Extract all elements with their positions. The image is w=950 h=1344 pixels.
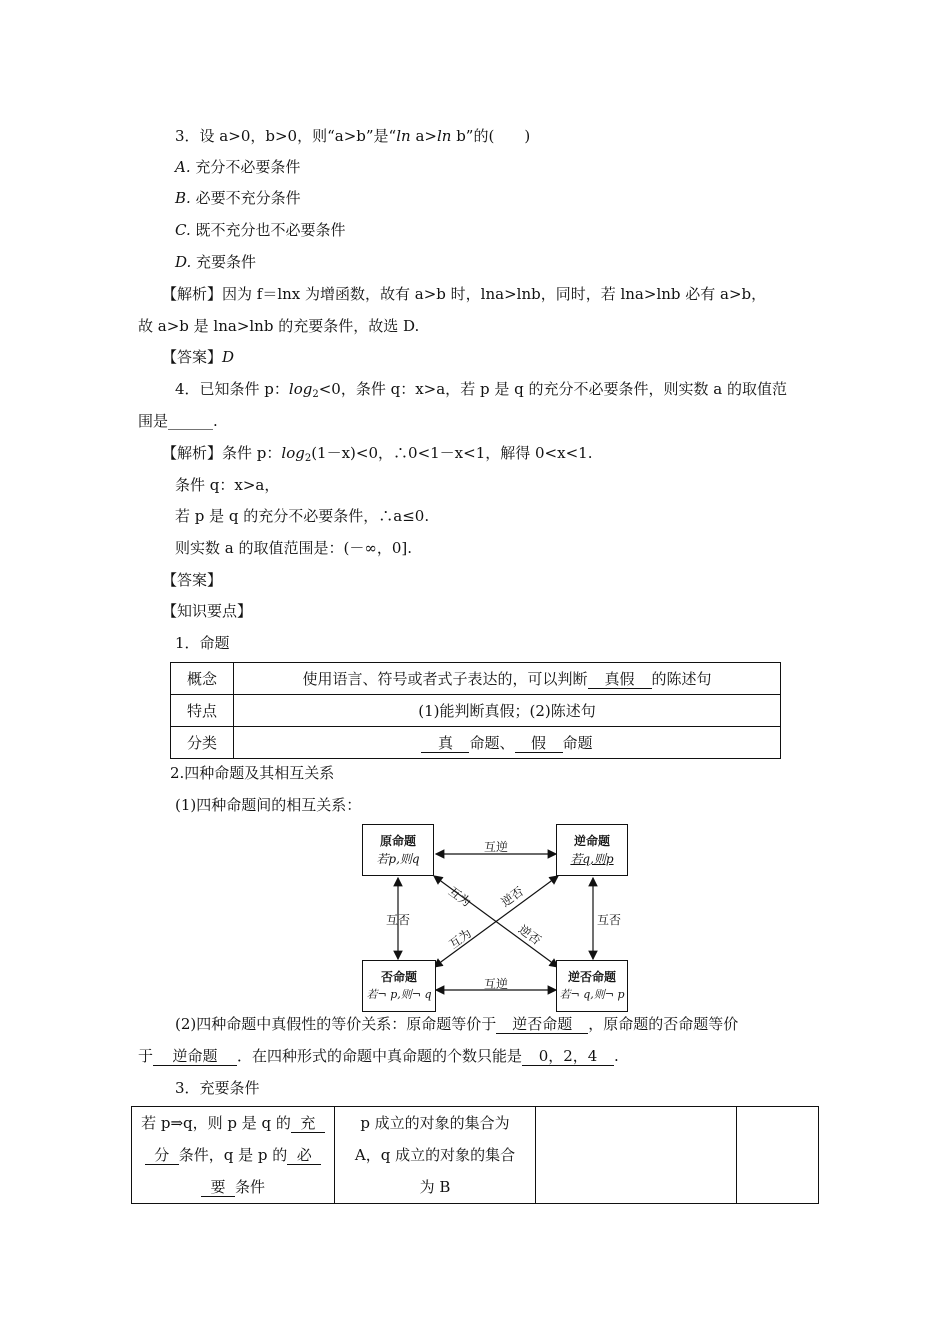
q4-line3: 若 p 是 q 的充分不必要条件，∴a≤0. xyxy=(175,507,430,525)
box-title: 否命题 xyxy=(380,970,417,984)
log-base: 2 xyxy=(312,389,319,400)
sub2-text-e: . xyxy=(614,1047,619,1065)
q3-option-d xyxy=(175,252,256,272)
q3-stem-mid: a> xyxy=(410,127,437,145)
analysis-text: 因为 f＝lnx 为增函数，故有 a>b 时，lna>lnb，同时，若 lna>lnb 必有 a>b， xyxy=(222,285,767,303)
converse-proposition-box xyxy=(556,824,628,876)
table-row xyxy=(171,695,781,727)
option-text: 充要条件 xyxy=(196,253,257,271)
section3-title: 3．充要条件 xyxy=(175,1079,260,1097)
option-letter: B. xyxy=(175,189,191,207)
cell-text-c: 条件 xyxy=(234,1178,265,1196)
set-cell xyxy=(335,1107,536,1204)
q3-option-c xyxy=(175,220,346,240)
sub2-text-c: 于 xyxy=(138,1047,154,1065)
option-text: 既不充分也不必要条件 xyxy=(195,221,346,239)
q3-analysis-line1 xyxy=(162,284,766,304)
row-label: 特点 xyxy=(171,695,234,727)
class-blank-false: 假 xyxy=(515,734,563,753)
diag-label-b1: 互为 xyxy=(446,926,475,952)
blank-converse: 逆命题 xyxy=(153,1047,237,1066)
q4-line4: 则实数 a 的取值范围是：(－∞，0]. xyxy=(175,539,412,557)
q4-stem-a: 4．已知条件 p： xyxy=(175,380,289,398)
empty-cell xyxy=(737,1107,819,1204)
proposition-table xyxy=(170,662,781,759)
section1-title: 1．命题 xyxy=(175,634,230,652)
q4-analysis-line1 xyxy=(162,443,592,469)
analysis-tag: 【解析】 xyxy=(162,285,223,303)
diag-label-b2: 逆否 xyxy=(515,922,544,948)
q3-option-b xyxy=(175,188,301,208)
original-proposition-box xyxy=(362,824,434,876)
q4-stem-line2: 围是______. xyxy=(138,412,218,430)
blank-necessary-b: 要 xyxy=(201,1178,235,1197)
concept-post: 的陈述句 xyxy=(651,670,712,688)
q3-answer xyxy=(162,347,234,367)
condition-cell xyxy=(132,1107,335,1204)
set-line-3: 为 B xyxy=(419,1178,451,1196)
q3-ln-2: ln xyxy=(436,127,452,145)
q4-stem-line1 xyxy=(175,379,787,405)
box-title: 逆否命题 xyxy=(567,970,616,984)
sub2-text-b: ，原命题的否命题等价 xyxy=(588,1015,739,1033)
log-text: log xyxy=(288,380,313,398)
option-text: 必要不充分条件 xyxy=(195,189,301,207)
top-label: 互逆 xyxy=(484,840,509,854)
option-letter: D. xyxy=(175,253,192,271)
box-body: 若q,则p xyxy=(570,852,614,866)
cell-text-a: 若 p⇒q，则 p 是 q 的 xyxy=(141,1114,291,1132)
table-row xyxy=(132,1107,819,1204)
q3-ln-1: ln xyxy=(396,127,411,145)
diag-label-a2: 逆否 xyxy=(498,884,527,910)
q3-option-a xyxy=(175,157,300,177)
row-label: 概念 xyxy=(171,663,234,695)
box-body: 若¬ p,则¬ q xyxy=(366,988,432,1001)
option-letter: C. xyxy=(175,221,191,239)
concept-pre: 使用语言、符号或者式子表达的，可以判断 xyxy=(302,670,588,688)
section2-sub2-line1 xyxy=(175,1014,738,1034)
set-line-1: p 成立的对象的集合为 xyxy=(360,1114,510,1132)
cell-text-b: 条件，q 是 p 的 xyxy=(178,1146,288,1164)
section2-sub2-line2 xyxy=(138,1046,619,1066)
row-content: (1)能判断真假；(2)陈述句 xyxy=(234,695,781,727)
q4-answer: 【答案】 xyxy=(162,571,223,589)
q4-line2: 条件 q：x>a， xyxy=(175,476,280,494)
blank-sufficient-a: 充 xyxy=(291,1114,325,1133)
blank-necessary-a: 必 xyxy=(287,1146,321,1165)
right-label: 互否 xyxy=(597,913,622,927)
box-title: 逆命题 xyxy=(573,834,610,848)
blank-sufficient-b: 分 xyxy=(145,1146,179,1165)
table-row xyxy=(171,727,781,759)
answer-tag: 【答案】 xyxy=(162,348,223,366)
sub2-text-d: ．在四种形式的命题中真命题的个数只能是 xyxy=(237,1047,523,1065)
option-text: 充分不必要条件 xyxy=(195,158,301,176)
class-post: 命题 xyxy=(562,734,593,752)
row-content xyxy=(234,727,781,759)
q4-stem-b: <0，条件 q：x>a，若 p 是 q 的充分不必要条件，则实数 a 的取值范 xyxy=(318,380,787,398)
class-mid: 命题、 xyxy=(469,734,515,752)
log-text: log xyxy=(281,444,305,462)
row-content xyxy=(234,663,781,695)
sufficient-necessary-table xyxy=(131,1106,819,1204)
q3-stem-prefix: 3．设 a>0，b>0，则“a>b”是“ xyxy=(175,127,397,145)
answer-value: D xyxy=(222,348,235,366)
left-label: 互否 xyxy=(386,913,411,927)
set-line-2: A，q 成立的对象的集合 xyxy=(354,1146,516,1164)
analysis-a: 条件 p： xyxy=(222,444,282,462)
contrapositive-proposition-box xyxy=(556,960,628,1012)
table-row xyxy=(171,663,781,695)
option-letter: A. xyxy=(175,158,191,176)
four-propositions-diagram xyxy=(360,822,630,1012)
blank-contrapositive: 逆否命题 xyxy=(496,1015,588,1034)
analysis-b: (1－x)<0，∴0<1－x<1，解得 0<x<1. xyxy=(311,444,593,462)
row-label: 分类 xyxy=(171,727,234,759)
box-title: 原命题 xyxy=(379,834,416,848)
q3-stem xyxy=(175,126,530,146)
q3-stem-suffix: b”的( ) xyxy=(451,127,531,145)
q3-analysis-line2: 故 a>b 是 lna>lnb 的充要条件，故选 D. xyxy=(138,317,420,335)
inverse-proposition-box xyxy=(362,960,436,1012)
box-body: 若p,则q xyxy=(376,852,420,866)
analysis-tag: 【解析】 xyxy=(162,444,223,462)
diag-label-a1: 互为 xyxy=(445,884,474,910)
concept-blank: 真假 xyxy=(588,670,652,689)
bottom-label: 互逆 xyxy=(484,977,509,991)
knowledge-tag: 【知识要点】 xyxy=(162,602,253,620)
log-base: 2 xyxy=(304,453,312,464)
blank-true-count: 0，2，4 xyxy=(522,1047,614,1066)
box-body: 若¬ q,则¬ p xyxy=(559,988,625,1001)
section2-title: 2.四种命题及其相互关系 xyxy=(170,764,335,782)
empty-cell xyxy=(536,1107,737,1204)
section2-sub1: (1)四种命题间的相互关系： xyxy=(175,796,362,814)
class-blank-true: 真 xyxy=(421,734,469,753)
sub2-text-a: (2)四种命题中真假性的等价关系：原命题等价于 xyxy=(175,1015,497,1033)
